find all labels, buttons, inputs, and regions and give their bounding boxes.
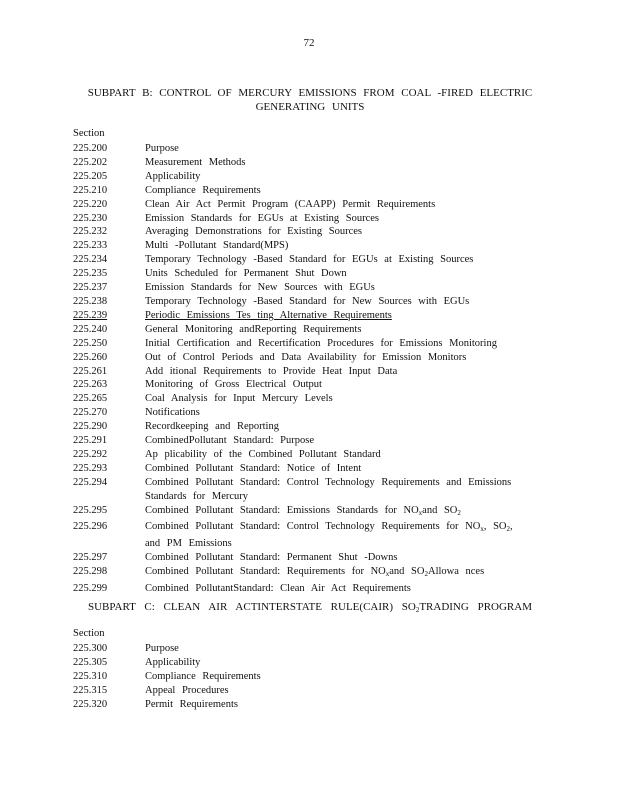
section-number: 225.295 xyxy=(73,504,108,516)
section-number: 225.320 xyxy=(73,698,108,710)
toc-row-underlined[interactable] xyxy=(73,309,543,323)
toc-row[interactable] xyxy=(73,239,543,253)
toc-row[interactable] xyxy=(73,212,543,226)
toc-row[interactable] xyxy=(73,642,543,656)
section-title: Averaging Demonstrations for Existing Sources xyxy=(145,226,363,238)
section-title: Clean Air Act Permit Program (CAAPP) Permit Requirements xyxy=(145,198,436,210)
toc-row[interactable] xyxy=(73,351,543,365)
section-title: Combined Pollutant Standard: Notice of Intent xyxy=(145,462,362,474)
section-title: Monitoring of Gross Electrical Output xyxy=(145,379,322,391)
section-title: Combined Pollutant Standard: Control Technology Requirements and Emissions xyxy=(145,476,512,488)
section-number: 225.250 xyxy=(73,337,108,349)
section-number: 225.237 xyxy=(73,282,108,294)
section-title: Coal Analysis for Input Mercury Levels xyxy=(145,393,333,405)
toc-row[interactable] xyxy=(73,684,543,698)
section-title: Periodic Emissions Tes ting Alternative Requirements xyxy=(145,309,392,321)
section-title: Combined Pollutant Standard: Requirements for $NO_xand$ $SO_2Allowa$ nces xyxy=(145,566,485,579)
section-number: 225.239 xyxy=(73,309,108,321)
section-title: Combined Pollutant Standard: Emissions Standards for $NO_xand$ $SO_2$ xyxy=(145,504,461,517)
toc-row[interactable] xyxy=(73,582,543,596)
toc-row-continuation xyxy=(73,537,543,551)
toc-row[interactable] xyxy=(73,565,543,582)
section-title: Out of Control Periods and Data Availability for Emission Monitors xyxy=(145,351,467,363)
section-title: Temporary Technology -Based Standard for New Sources with EGUs xyxy=(145,295,470,307)
page-number: 72 xyxy=(303,37,315,49)
toc-row[interactable] xyxy=(73,253,543,267)
toc-row[interactable] xyxy=(73,670,543,684)
toc-row[interactable] xyxy=(73,504,543,521)
section-number: 225.263 xyxy=(73,379,108,391)
section-number: 225.260 xyxy=(73,351,108,363)
toc-row[interactable] xyxy=(73,295,543,309)
section-number: 225.265 xyxy=(73,393,108,405)
section-number: 225.200 xyxy=(73,143,108,154)
section-title: Recordkeeping and Reporting xyxy=(145,421,279,433)
section-number: 225.310 xyxy=(73,670,108,682)
section-title: Combined Pollutant Standard: Permanent Shut -Downs xyxy=(145,552,398,564)
toc-row[interactable] xyxy=(73,198,543,212)
subpart-b-heading-line1: SUBPART B: CONTROL OF MERCURY EMISSIONS FROM COAL -FIRED ELECTRIC xyxy=(87,87,533,99)
toc-row[interactable] xyxy=(73,323,543,337)
section-number: 225.240 xyxy=(73,323,108,335)
toc-row[interactable] xyxy=(73,225,543,239)
subpart-c-section-label: Section xyxy=(73,628,105,639)
toc-row[interactable] xyxy=(73,267,543,281)
toc-row[interactable] xyxy=(73,156,543,170)
section-number: 225.238 xyxy=(73,295,108,307)
toc-row[interactable] xyxy=(73,656,543,670)
section-title: and PM Emissions xyxy=(145,538,232,550)
section-number: 225.299 xyxy=(73,583,108,595)
section-title: CombinedPollutant Standard: Purpose xyxy=(145,435,314,447)
toc-row[interactable] xyxy=(73,420,543,434)
section-title: Applicability xyxy=(145,170,201,182)
section-title: Standards for Mercury xyxy=(145,490,249,502)
toc-row[interactable] xyxy=(73,462,543,476)
section-title: Emission Standards for New Sources with EGUs xyxy=(145,282,375,294)
section-title: Multi -Pollutant Standard(MPS) xyxy=(145,240,289,252)
toc-row[interactable] xyxy=(73,448,543,462)
subpart-b-heading-line2: GENERATING UNITS xyxy=(255,101,365,113)
section-title: Emission Standards for EGUs at Existing Sources xyxy=(145,212,379,224)
section-number: 225.291 xyxy=(73,435,108,447)
section-number: 225.305 xyxy=(73,656,108,668)
section-number: 225.234 xyxy=(73,254,108,266)
subpart-c-heading: SUBPART C: CLEAN AIR ACTINTERSTATE RULE(CAIR) $SO_2TRADING$ PROGRAM xyxy=(88,601,532,614)
toc-row[interactable] xyxy=(73,476,543,490)
toc-row[interactable] xyxy=(73,434,543,448)
section-number: 225.292 xyxy=(73,448,108,460)
section-number: 225.230 xyxy=(73,212,108,224)
section-number: 225.232 xyxy=(73,226,108,238)
section-title: General Monitoring andReporting Requirements xyxy=(145,323,362,335)
toc-row[interactable] xyxy=(73,281,543,295)
section-title: Purpose xyxy=(145,643,179,654)
section-title: Ap plicability of the Combined Pollutant Standard xyxy=(145,448,381,460)
section-title: Combined Pollutant Standard: Control Technology Requirements for $NO_x$, $SO_2$, xyxy=(145,521,513,534)
subpart-b-section-label: Section xyxy=(73,128,105,139)
section-title: Add itional Requirements to Provide Heat Input Data xyxy=(145,365,398,377)
section-title: Measurement Methods xyxy=(145,156,246,168)
toc-row[interactable] xyxy=(73,392,543,406)
toc-row-continuation xyxy=(73,490,543,504)
toc-row[interactable] xyxy=(73,406,543,420)
section-title: Initial Certification and Recertification Procedures for Emissions Monitoring xyxy=(145,337,497,349)
section-title: Units Scheduled for Permanent Shut Down xyxy=(145,268,347,280)
section-number: 225.261 xyxy=(73,365,108,377)
section-title: Temporary Technology -Based Standard for EGUs at Existing Sources xyxy=(145,254,474,266)
subpart-b-toc xyxy=(73,142,543,596)
section-number: 225.296 xyxy=(73,521,108,533)
section-title: Notifications xyxy=(145,407,200,419)
section-number: 225.293 xyxy=(73,462,108,474)
section-number: 225.315 xyxy=(73,684,108,696)
section-title: Compliance Requirements xyxy=(145,670,261,682)
toc-row[interactable] xyxy=(73,365,543,379)
toc-row[interactable] xyxy=(73,378,543,392)
section-number: 225.270 xyxy=(73,407,108,419)
section-title: Combined PollutantStandard: Clean Air Act Requirements xyxy=(145,583,411,595)
section-number: 225.210 xyxy=(73,184,108,196)
section-number: 225.235 xyxy=(73,268,108,280)
toc-row[interactable] xyxy=(73,520,543,537)
section-number: 225.300 xyxy=(73,643,108,654)
toc-row[interactable] xyxy=(73,551,543,565)
section-number: 225.202 xyxy=(73,156,108,168)
section-title: Applicability xyxy=(145,656,201,668)
section-number: 225.290 xyxy=(73,421,108,433)
subpart-c-toc xyxy=(73,642,543,712)
section-number: 225.297 xyxy=(73,552,108,564)
section-number: 225.220 xyxy=(73,198,108,210)
section-number: 225.298 xyxy=(73,566,108,578)
section-number: 225.205 xyxy=(73,170,108,182)
toc-row[interactable] xyxy=(73,184,543,198)
section-title: Compliance Requirements xyxy=(145,184,261,196)
section-title: Permit Requirements xyxy=(145,698,238,710)
toc-row[interactable] xyxy=(73,337,543,351)
toc-row[interactable] xyxy=(73,142,543,156)
section-number: 225.294 xyxy=(73,476,108,488)
toc-row[interactable] xyxy=(73,698,543,712)
section-title: Appeal Procedures xyxy=(145,684,229,696)
subpart-b-heading xyxy=(70,86,550,114)
section-title: Purpose xyxy=(145,143,179,154)
section-number: 225.233 xyxy=(73,240,108,252)
toc-row[interactable] xyxy=(73,170,543,184)
